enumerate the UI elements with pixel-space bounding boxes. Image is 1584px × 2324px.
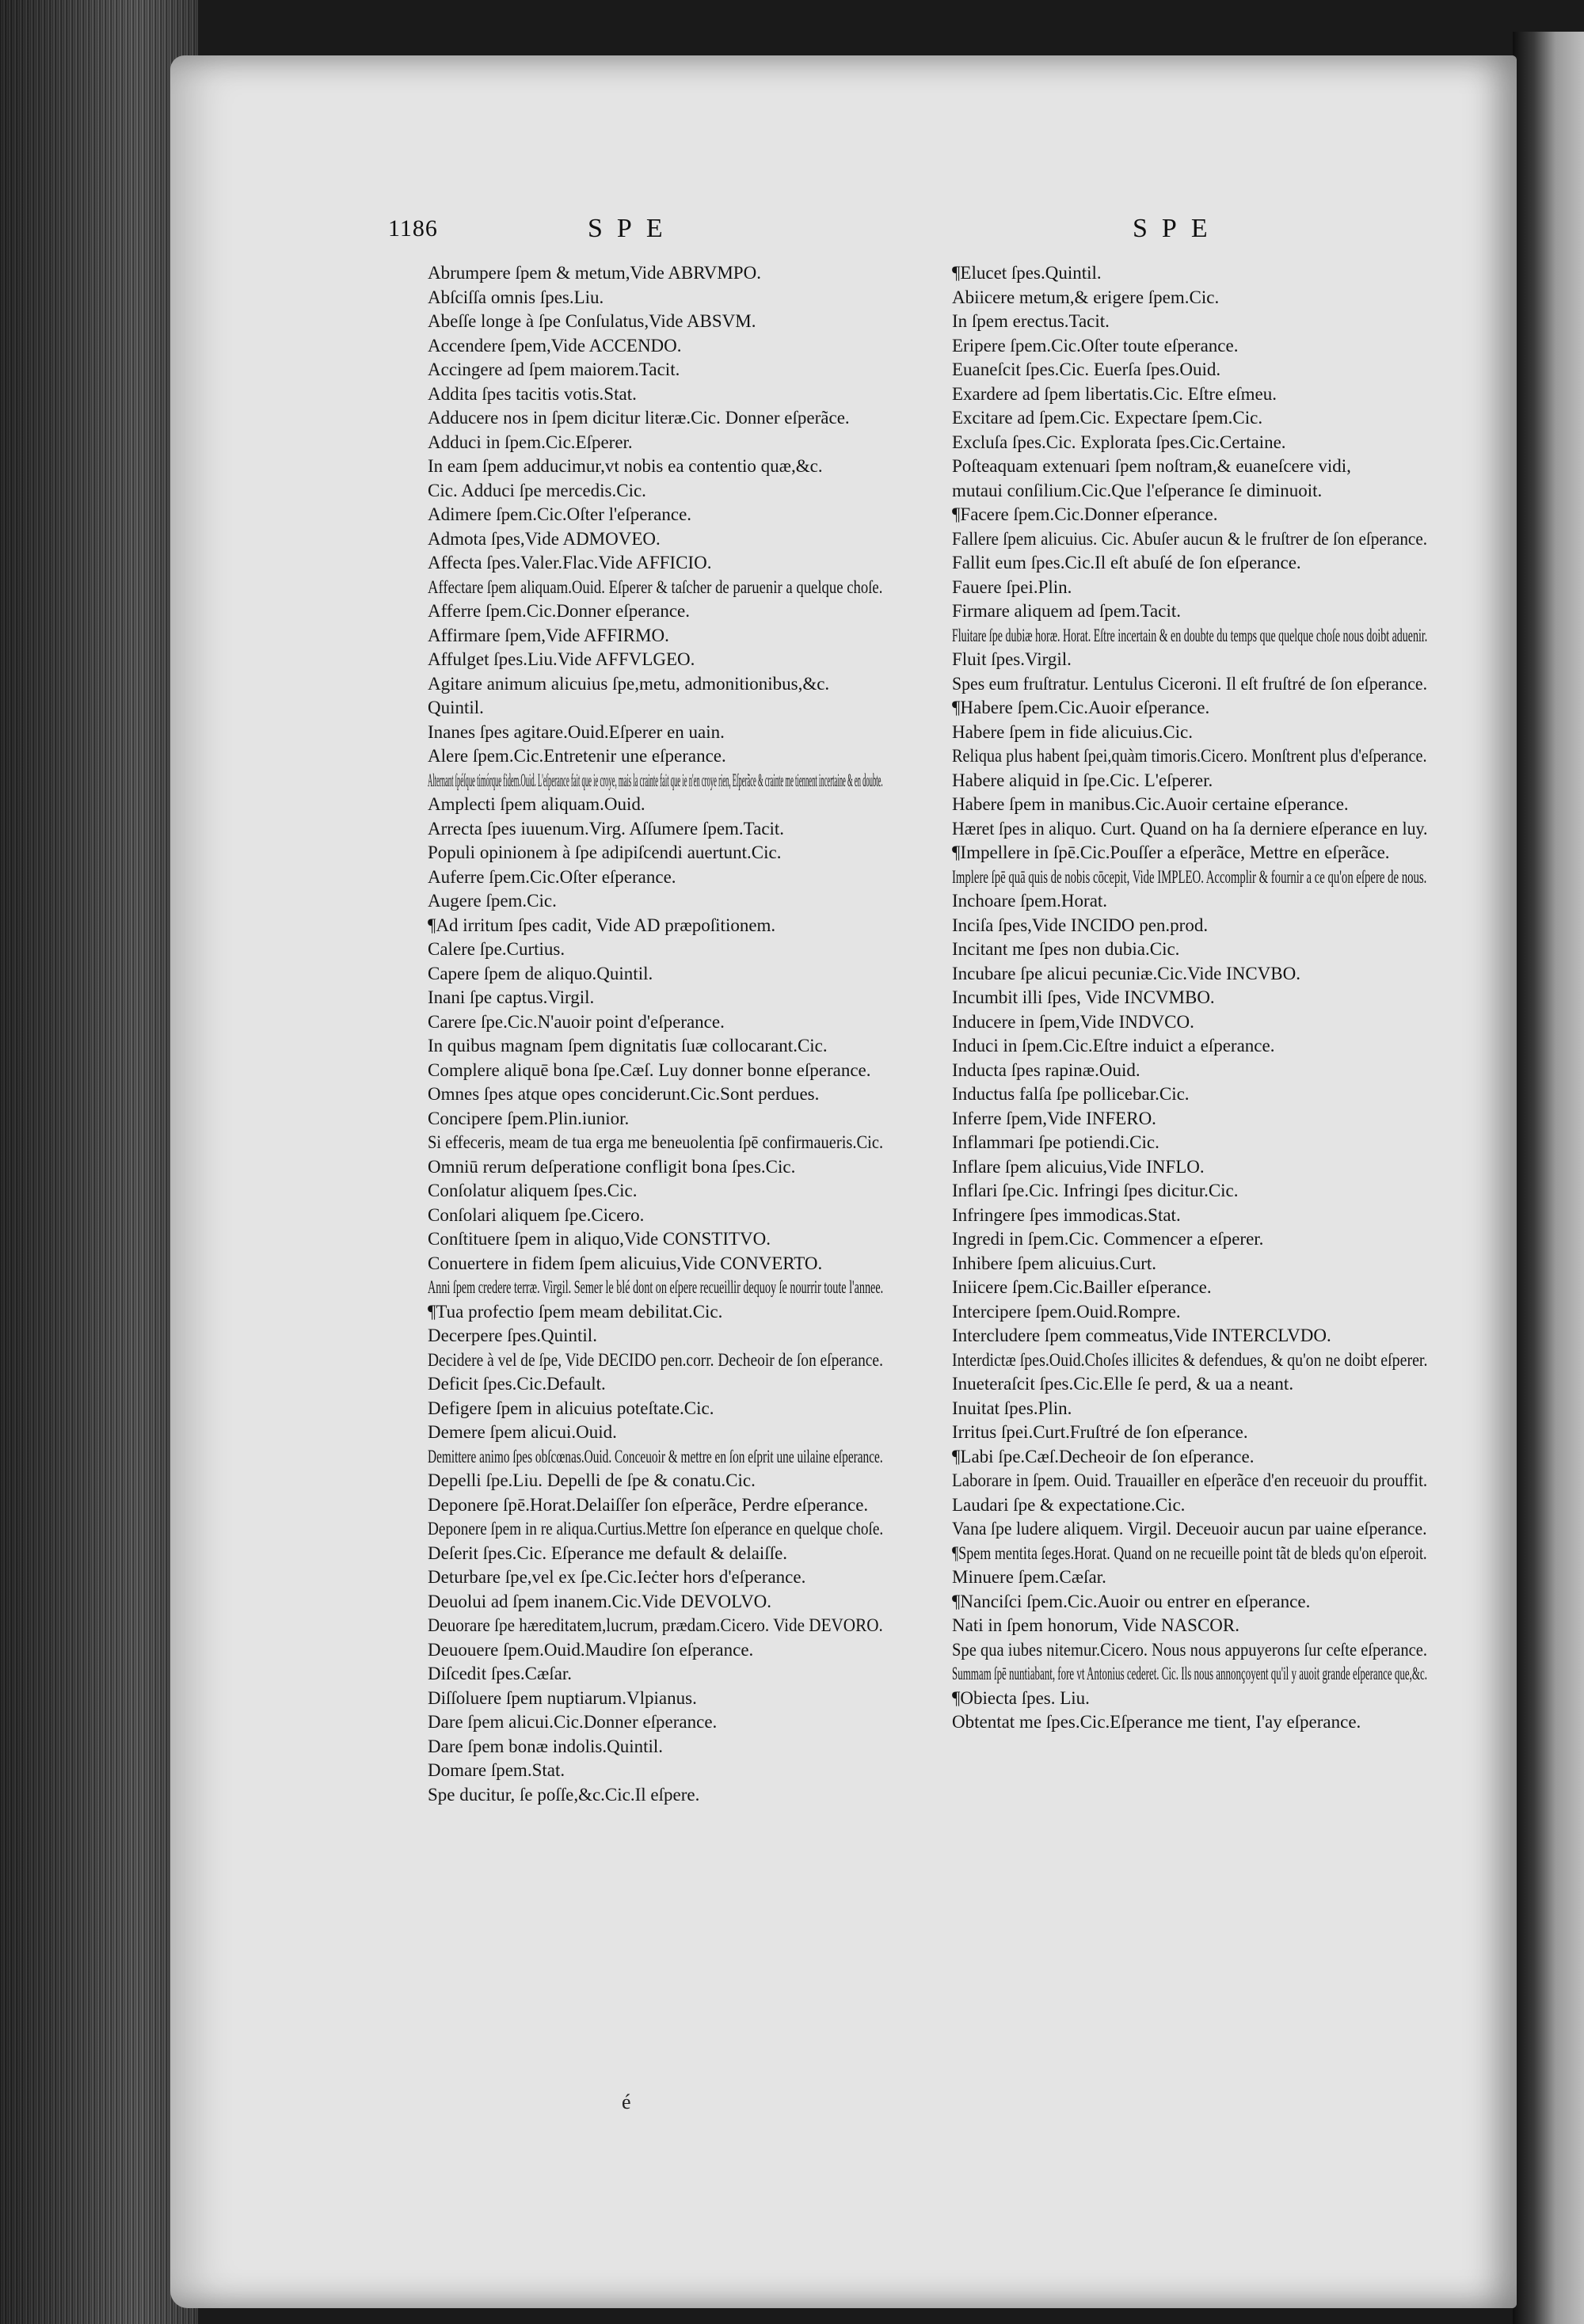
dictionary-entry: ¶Impellere in ſpē.Cic.Pouſſer a eſperãce, Mettre en eſperãce.	[952, 842, 1390, 862]
dictionary-entry: mutaui conſilium.Cic.Que l'eſperance ſe diminuoit.	[952, 480, 1323, 500]
dictionary-entry: Affirmare ſpem,Vide AFFIRMO.	[428, 625, 669, 645]
dictionary-entry: Arrecta ſpes iuuenum.Virg. Aſſumere ſpem.Tacit.	[428, 818, 785, 839]
dictionary-entry: Deſerit ſpes.Cic. Eſperance me default & delaiſſe.	[428, 1542, 788, 1563]
dictionary-entry: Accingere ad ſpem maiorem.Tacit.	[428, 359, 680, 379]
dictionary-entry: Adduci in ſpem.Cic.Eſperer.	[428, 432, 633, 452]
dictionary-entry: Diſcedit ſpes.Cæſar.	[428, 1664, 573, 1683]
dictionary-entry: Incubare ſpe alicui pecuniæ.Cic.Vide INCVBO.	[952, 963, 1300, 983]
dictionary-entry: Diſſoluere ſpem nuptiarum.Vlpianus.	[428, 1687, 697, 1708]
dictionary-entry: Spe qua iubes nitemur.Cicero. Nous nous appuyerons ſur ceſte eſperance.	[952, 1639, 1428, 1660]
dictionary-entry: Adimere ſpem.Cic.Oſter l'eſperance.	[428, 504, 692, 524]
dictionary-entry: ¶Tua profectio ſpem meam debilitat.Cic.	[428, 1301, 723, 1322]
dictionary-entry: Calere ſpe.Curtius.	[428, 939, 565, 959]
dictionary-entry: Eripere ſpem.Cic.Oſter toute eſperance.	[952, 335, 1239, 356]
dictionary-entry: Conſtituere ſpem in aliquo,Vide CONSTITVO.	[428, 1229, 771, 1249]
dictionary-entry: Spe ducitur, ſe poſſe,&c.Cic.Il eſpere.	[428, 1784, 700, 1805]
dictionary-entry: Excluſa ſpes.Cic. Explorata ſpes.Cic.Certaine.	[952, 432, 1286, 452]
dictionary-entry: ¶Ad irritum ſpes cadit, Vide AD præpoſitionem.	[428, 915, 776, 935]
dictionary-entry: Intercludere ſpem commeatus,Vide INTERCLVDO.	[952, 1326, 1331, 1345]
dictionary-entry: Habere ſpem in manibus.Cic.Auoir certaine eſperance.	[952, 794, 1349, 814]
dictionary-entry: Inferre ſpem,Vide INFERO.	[952, 1108, 1156, 1128]
dictionary-entry: Iniicere ſpem.Cic.Bailler eſperance.	[952, 1277, 1212, 1297]
dictionary-entry: ¶Labi ſpe.Cæſ.Decheoir de ſon eſperance.	[952, 1446, 1255, 1466]
dictionary-entry: Cic. Adduci ſpe mercedis.Cic.	[428, 480, 646, 500]
dictionary-entry: Deturbare ſpe,vel ex ſpe.Cic.Ieċter hors d'eſperance.	[428, 1567, 806, 1587]
dictionary-entry: Habere ſpem in fide alicuius.Cic.	[952, 721, 1194, 742]
dictionary-entry: Incitant me ſpes non dubia.Cic.	[952, 939, 1180, 959]
dictionary-entry: Inani ſpe captus.Virgil.	[428, 987, 595, 1007]
dictionary-entry: Inductus falſa ſpe pollicebar.Cic.	[952, 1084, 1190, 1104]
dictionary-entry: Amplecti ſpem aliquam.Ouid.	[428, 794, 645, 814]
dictionary-entry: Depelli ſpe.Liu. Depelli de ſpe & conatu.Cic.	[428, 1470, 756, 1490]
dictionary-entry: ¶Obiecta ſpes. Liu.	[952, 1687, 1090, 1708]
dictionary-entry: Capere ſpem de aliquo.Quintil.	[428, 963, 653, 983]
dictionary-entry: Demittere animo ſpes obſcœnas.Ouid. Conceuoir & mettre en ſon eſprit une uilaine eſperance.	[428, 1446, 883, 1466]
dictionary-entry: Abeſſe longe à ſpe Conſulatus,Vide ABSVM.	[428, 311, 756, 331]
dictionary-entry: Abrumpere ſpem & metum,Vide ABRVMPO.	[428, 263, 761, 283]
dictionary-entry: Excitare ad ſpem.Cic. Expectare ſpem.Cic.	[952, 408, 1263, 428]
dictionary-entry: Firmare aliquem ad ſpem.Tacit.	[952, 601, 1181, 621]
dictionary-entry: Fluitare ſpe dubiæ horæ. Horat. Eſtre incertain & en doubte du temps que quelque choſe nous doibt aduenir.	[952, 625, 1428, 645]
dictionary-entry: Complere aliquē bona ſpe.Cæſ. Luy donner bonne eſperance.	[428, 1059, 871, 1080]
dictionary-entry: Obtentat me ſpes.Cic.Eſperance me tient, I'ay eſperance.	[952, 1712, 1361, 1732]
dictionary-entry: Reliqua plus habent ſpei,quàm timoris.Cicero. Monſtrent plus d'eſperance.	[952, 746, 1427, 766]
dictionary-entry: ¶Spem mentita ſeges.Horat. Quand on ne recueille point tãt de bleds qu'on eſperoit.	[952, 1542, 1427, 1563]
dictionary-entry: Summam ſpē nuntiabant, fore vt Antonius cederet. Cic. Ils nous annonçoyent qu'il y auoit grande eſperance que,&c.	[952, 1664, 1427, 1683]
dictionary-entry: Decerpere ſpes.Quintil.	[428, 1326, 597, 1345]
dictionary-entry: ¶Facere ſpem.Cic.Donner eſperance.	[952, 504, 1218, 524]
left-column	[428, 261, 883, 1807]
dictionary-entry: Inuitat ſpes.Plin.	[952, 1398, 1072, 1418]
dictionary-entry: Laudari ſpe & expectatione.Cic.	[952, 1494, 1186, 1515]
dictionary-entry: Alere ſpem.Cic.Entretenir une eſperance.	[428, 746, 726, 766]
dictionary-entry: Agitare animum alicuius ſpe,metu, admonitionibus,&c.	[428, 673, 830, 694]
dictionary-entry: In eam ſpem adducimur,vt nobis ea contentio quæ,&c.	[428, 456, 823, 476]
dictionary-entry: Minuere ſpem.Cæſar.	[952, 1567, 1106, 1587]
dictionary-entry: Domare ſpem.Stat.	[428, 1760, 565, 1780]
dictionary-entry: Fluit ſpes.Virgil.	[952, 649, 1072, 669]
dictionary-entry: Deuouere ſpem.Ouid.Maudire ſon eſperance.	[428, 1639, 754, 1660]
dictionary-entry: Deponere ſpem in re aliqua.Curtius.Mettre ſon eſperance en quelque choſe.	[428, 1519, 884, 1539]
dictionary-entry: Conſolatur aliquem ſpes.Cic.	[428, 1181, 638, 1200]
dictionary-entry: Fauere ſpei.Plin.	[952, 576, 1072, 597]
dictionary-entry: Inhibere ſpem alicuius.Curt.	[952, 1253, 1157, 1273]
dictionary-entry: Conſolari aliquem ſpe.Cicero.	[428, 1204, 645, 1225]
dictionary-entry: Carere ſpe.Cic.N'auoir point d'eſperance.	[428, 1011, 725, 1032]
dictionary-entry: Inducere in ſpem,Vide INDVCO.	[952, 1011, 1194, 1032]
dictionary-entry: In quibus magnam ſpem dignitatis ſuæ collocarant.Cic.	[428, 1036, 828, 1055]
dictionary-entry: Inchoare ſpem.Horat.	[952, 891, 1108, 911]
running-head-left: SPE	[588, 214, 677, 243]
facing-page-strip	[1513, 32, 1584, 2324]
right-column	[952, 261, 1427, 1735]
dictionary-entry: Abiicere metum,& erigere ſpem.Cic.	[952, 287, 1220, 307]
dictionary-entry: Defigere ſpem in alicuius poteſtate.Cic.	[428, 1398, 714, 1418]
dictionary-entry: Induci in ſpem.Cic.Eſtre induict a eſperance.	[952, 1036, 1275, 1055]
dictionary-entry: Infringere ſpes immodicas.Stat.	[952, 1204, 1181, 1225]
dictionary-entry: Affectare ſpem aliquam.Ouid. Eſperer & taſcher de paruenir a quelque choſe.	[428, 576, 883, 597]
dictionary-entry: Deficit ſpes.Cic.Default.	[428, 1374, 606, 1394]
dictionary-entry: Inciſa ſpes,Vide INCIDO pen.prod.	[952, 915, 1209, 935]
dictionary-entry: Deuolui ad ſpem inanem.Cic.Vide DEVOLVO.	[428, 1591, 772, 1611]
dictionary-entry: Anni ſpem credere terræ. Virgil. Semer le blé dont on eſpere recueillir dequoy ſe nourrir toute l'annee.	[428, 1277, 884, 1297]
dictionary-entry: Poſteaquam extenuari ſpem noſtram,& euaneſcere vidi,	[952, 456, 1351, 476]
dictionary-entry: Omnes ſpes atque opes conciderunt.Cic.Sont perdues.	[428, 1084, 820, 1104]
dictionary-entry: Inflammari ſpe potiendi.Cic.	[952, 1132, 1159, 1152]
dictionary-entry: Inflare ſpem alicuius,Vide INFLO.	[952, 1156, 1205, 1177]
dictionary-entry: Concipere ſpem.Plin.iunior.	[428, 1108, 630, 1128]
dictionary-entry: Admota ſpes,Vide ADMOVEO.	[428, 528, 661, 549]
dictionary-entry: ¶Nanciſci ſpem.Cic.Auoir ou entrer en eſperance.	[952, 1591, 1311, 1611]
dictionary-entry: Afferre ſpem.Cic.Donner eſperance.	[428, 601, 690, 621]
dictionary-entry: Incumbit illi ſpes, Vide INCVMBO.	[952, 987, 1215, 1007]
dictionary-entry: Demere ſpem alicui.Ouid.	[428, 1422, 617, 1442]
dictionary-entry: Omniū rerum deſperatione confligit bona ſpes.Cic.	[428, 1156, 796, 1177]
dictionary-entry: In ſpem erectus.Tacit.	[952, 311, 1110, 331]
dictionary-entry: Inanes ſpes agitare.Ouid.Eſperer en uain.	[428, 721, 725, 742]
dictionary-entry: Inflari ſpe.Cic. Infringi ſpes dicitur.Cic.	[952, 1181, 1239, 1200]
dictionary-entry: Si effeceris, meam de tua erga me beneuolentia ſpē confirmaueris.Cic.	[428, 1132, 884, 1152]
dictionary-entry: Adducere nos in ſpem dicitur literæ.Cic. Donner eſperãce.	[428, 408, 850, 428]
dictionary-entry: Auferre ſpem.Cic.Oſter eſperance.	[428, 866, 676, 887]
dictionary-entry: ¶Habere ſpem.Cic.Auoir eſperance.	[952, 698, 1210, 717]
running-head-right: SPE	[1133, 214, 1222, 243]
dictionary-entry: Abſciſſa omnis ſpes.Liu.	[428, 287, 604, 307]
dictionary-entry: Exardere ad ſpem libertatis.Cic. Eſtre eſmeu.	[952, 383, 1277, 404]
running-header	[388, 214, 1410, 253]
dictionary-entry: Laborare in ſpem. Ouid. Trauailler en eſperãce d'en receuoir du prouffit.	[952, 1470, 1428, 1490]
book-edge-shadow	[0, 0, 198, 2324]
dictionary-entry: Intercipere ſpem.Ouid.Rompre.	[952, 1301, 1181, 1322]
dictionary-entry: Habere aliquid in ſpe.Cic. L'eſperer.	[952, 770, 1213, 790]
dictionary-entry: Deuorare ſpe hæreditatem,lucrum, prædam.Cicero. Vide DEVORO.	[428, 1615, 883, 1635]
dictionary-entry: Inueteraſcit ſpes.Cic.Elle ſe perd, & ua a neant.	[952, 1374, 1294, 1394]
dictionary-entry: Affecta ſpes.Valer.Flac.Vide AFFICIO.	[428, 553, 712, 572]
dictionary-entry: Inducta ſpes rapinæ.Ouid.	[952, 1059, 1140, 1080]
dictionary-entry: Deponere ſpē.Horat.Delaiſſer ſon eſperãce, Perdre eſperance.	[428, 1494, 869, 1515]
dictionary-entry: Populi opinionem à ſpe adipiſcendi auertunt.Cic.	[428, 842, 782, 862]
dictionary-entry: Decidere à vel de ſpe, Vide DECIDO pen.corr. Decheoir de ſon eſperance.	[428, 1349, 883, 1370]
dictionary-entry: Alternant ſpéſque timórque fidem.Ouid. L'eſperance fait que ie croye, mais la crainte fait que ie n'en croye rien, Eſperãce & crainte me tiennent incertaine & en doubte.	[428, 770, 883, 790]
dictionary-entry: Fallit eum ſpes.Cic.Il eſt abuſé de ſon eſperance.	[952, 553, 1301, 572]
dictionary-entry: Vana ſpe ludere aliquem. Virgil. Deceuoir aucun par uaine eſperance.	[952, 1519, 1427, 1539]
dictionary-entry: Conuertere in fidem ſpem alicuius,Vide CONVERTO.	[428, 1253, 823, 1273]
dictionary-entry: Accendere ſpem,Vide ACCENDO.	[428, 335, 682, 356]
dictionary-entry: Fallere ſpem alicuius. Cic. Abuſer aucun & le fruſtrer de ſon eſperance.	[952, 528, 1428, 549]
dictionary-entry: Spes eum fruſtratur. Lentulus Ciceroni. Il eſt fruſtré de ſon eſperance.	[952, 673, 1428, 694]
dictionary-entry: Quintil.	[428, 698, 484, 717]
page-number: 1186	[388, 215, 438, 242]
signature-mark: é	[622, 2090, 631, 2113]
dictionary-entry: ¶Elucet ſpes.Quintil.	[952, 263, 1102, 283]
dictionary-entry: Nati in ſpem honorum, Vide NASCOR.	[952, 1615, 1239, 1635]
dictionary-entry: Addita ſpes tacitis votis.Stat.	[428, 383, 637, 404]
dictionary-entry: Dare ſpem bonæ indolis.Quintil.	[428, 1736, 664, 1756]
dictionary-entry: Augere ſpem.Cic.	[428, 891, 557, 911]
dictionary-entry: Ingredi in ſpem.Cic. Commencer a eſperer.	[952, 1229, 1264, 1249]
dictionary-entry: Irritus ſpei.Curt.Fruſtré de ſon eſperance.	[952, 1422, 1248, 1442]
dictionary-entry: Affulget ſpes.Liu.Vide AFFVLGEO.	[428, 649, 695, 669]
dictionary-entry: Implere ſpē quā quis de nobis cōcepit, Vide IMPLEO. Accomplir & fournir a ce qu'on eſpere de nous.	[952, 866, 1427, 887]
dictionary-entry: Euaneſcit ſpes.Cic. Euerſa ſpes.Ouid.	[952, 359, 1221, 379]
dictionary-entry: Dare ſpem alicui.Cic.Donner eſperance.	[428, 1712, 718, 1732]
dictionary-entry: Hæret ſpes in aliquo. Curt. Quand on ha ſa derniere eſperance en luy.	[952, 818, 1428, 839]
dictionary-entry: Interdictæ ſpes.Ouid.Choſes illicites & defendues, & qu'on ne doibt eſperer.	[952, 1349, 1428, 1370]
